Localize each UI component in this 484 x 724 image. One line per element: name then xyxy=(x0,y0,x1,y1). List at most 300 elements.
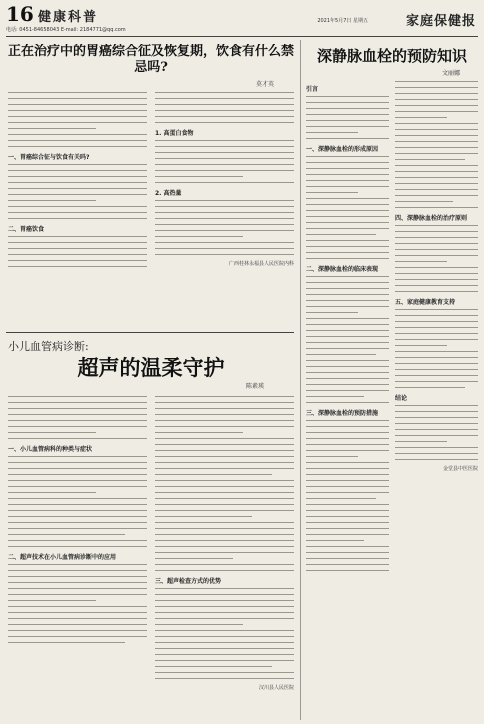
text-line xyxy=(306,180,389,181)
text-line xyxy=(306,132,358,133)
subhead: 2. 高热量 xyxy=(155,190,182,197)
text-line xyxy=(8,630,147,631)
text-line xyxy=(395,165,478,166)
text-line xyxy=(8,402,147,403)
text-line xyxy=(395,237,478,238)
text-line xyxy=(306,462,389,463)
text-line xyxy=(306,186,389,187)
text-line xyxy=(395,333,478,334)
text-line xyxy=(395,171,478,172)
text-line xyxy=(306,486,389,487)
text-line xyxy=(306,570,389,571)
page-header xyxy=(6,3,478,36)
text-line xyxy=(155,642,294,643)
subhead: 一、深静脉血栓的形成原因 xyxy=(306,146,379,153)
text-line xyxy=(306,432,389,433)
text-line xyxy=(8,182,147,183)
text-line xyxy=(155,98,294,99)
text-line xyxy=(8,588,147,589)
text-line xyxy=(395,369,478,370)
text-line xyxy=(155,570,294,571)
article-divider xyxy=(6,332,294,333)
text-line xyxy=(8,248,147,249)
text-line xyxy=(306,480,389,481)
text-line xyxy=(395,411,478,412)
text-line xyxy=(395,159,465,160)
text-line xyxy=(395,453,478,454)
text-line xyxy=(155,420,294,421)
text-line xyxy=(155,504,294,505)
text-line xyxy=(8,206,147,207)
text-line xyxy=(306,456,358,457)
text-line xyxy=(8,642,125,643)
subhead: 三、超声检查方式的优势 xyxy=(155,578,222,585)
text-line xyxy=(8,110,147,111)
text-line xyxy=(306,114,389,115)
text-line xyxy=(306,444,389,445)
text-line xyxy=(8,140,147,141)
text-line xyxy=(155,248,294,249)
text-line xyxy=(8,438,147,439)
text-line xyxy=(395,285,478,286)
text-line xyxy=(306,222,389,223)
text-line xyxy=(155,558,233,559)
subhead: 引言 xyxy=(306,86,319,93)
text-line xyxy=(306,510,389,511)
text-line xyxy=(306,492,389,493)
text-line xyxy=(8,570,147,571)
text-line xyxy=(155,426,294,427)
text-line xyxy=(155,540,294,541)
text-line xyxy=(306,420,389,421)
text-line xyxy=(8,456,147,457)
text-line xyxy=(306,156,389,157)
text-line xyxy=(395,135,478,136)
text-line xyxy=(395,447,478,448)
text-line xyxy=(155,630,294,631)
text-line xyxy=(155,110,294,111)
text-line xyxy=(8,480,147,481)
text-line xyxy=(306,204,389,205)
text-line xyxy=(395,267,478,268)
text-line xyxy=(155,432,243,433)
text-line xyxy=(395,111,478,112)
text-line xyxy=(155,468,294,469)
text-line xyxy=(306,102,389,103)
text-line xyxy=(306,342,389,343)
text-line xyxy=(155,236,243,237)
text-line xyxy=(306,564,389,565)
text-line xyxy=(306,552,389,553)
text-line xyxy=(395,351,478,352)
text-line xyxy=(306,528,389,529)
text-line xyxy=(8,498,147,499)
text-line xyxy=(395,189,478,190)
text-line xyxy=(306,378,389,379)
text-line xyxy=(306,504,389,505)
text-line xyxy=(395,327,478,328)
text-line xyxy=(8,146,147,147)
text-line xyxy=(306,294,389,295)
text-line xyxy=(8,576,147,577)
text-line xyxy=(155,254,294,255)
article-title: 正在治疗中的胃癌综合征及恢复期，饮食有什么禁忌吗? xyxy=(8,44,294,75)
text-line xyxy=(8,564,147,565)
text-line xyxy=(395,243,478,244)
text-line xyxy=(395,357,478,358)
text-line xyxy=(306,516,389,517)
section-title-right: 家庭保健报 xyxy=(405,14,476,29)
text-line xyxy=(395,435,478,436)
text-line xyxy=(155,396,294,397)
author-organization: 广西桂林永福县人民医院内科 xyxy=(228,261,294,267)
text-line xyxy=(395,321,478,322)
text-line xyxy=(8,188,147,189)
text-line xyxy=(306,282,389,283)
text-line xyxy=(155,438,294,439)
text-line xyxy=(306,96,389,97)
subhead: 一、胃癌综合征与饮食有关吗? xyxy=(8,154,90,161)
text-line xyxy=(395,231,478,232)
text-line xyxy=(306,426,389,427)
text-line xyxy=(395,99,478,100)
text-line xyxy=(8,468,147,469)
text-line xyxy=(155,486,294,487)
text-line xyxy=(8,164,147,165)
text-line xyxy=(8,92,147,93)
text-line xyxy=(155,212,294,213)
text-line xyxy=(155,158,294,159)
text-line xyxy=(306,258,389,259)
text-line xyxy=(395,129,478,130)
text-line xyxy=(8,128,96,129)
text-line xyxy=(8,516,147,517)
text-line xyxy=(155,176,243,177)
text-line xyxy=(306,216,389,217)
text-line xyxy=(306,468,389,469)
text-column xyxy=(8,396,147,691)
subhead: 1. 高蛋白食物 xyxy=(155,130,194,137)
text-line xyxy=(306,288,389,289)
text-line xyxy=(155,104,294,105)
text-line xyxy=(395,261,447,262)
article-author: 陈素瑛 xyxy=(245,383,264,390)
text-line xyxy=(8,504,147,505)
text-column xyxy=(8,92,147,272)
text-line xyxy=(306,372,389,373)
header-rule xyxy=(6,36,478,37)
text-line xyxy=(8,486,147,487)
text-line xyxy=(8,432,96,433)
text-line xyxy=(8,462,147,463)
text-line xyxy=(155,636,294,637)
text-line xyxy=(306,120,389,121)
text-line xyxy=(155,498,294,499)
text-line xyxy=(306,402,389,403)
text-line xyxy=(395,279,478,280)
text-line xyxy=(8,212,147,213)
text-line xyxy=(8,636,147,637)
text-line xyxy=(395,363,478,364)
text-line xyxy=(306,348,389,349)
text-line xyxy=(306,390,389,391)
text-line xyxy=(306,366,389,367)
author-organization: 金堂县中医医院 xyxy=(442,466,478,472)
text-line xyxy=(155,492,294,493)
text-line xyxy=(306,228,389,229)
text-line xyxy=(8,104,147,105)
text-line xyxy=(395,381,478,382)
text-line xyxy=(8,170,147,171)
text-line xyxy=(155,224,294,225)
author-organization: 汉川县人民医院 xyxy=(258,685,294,691)
text-line xyxy=(155,152,294,153)
text-line xyxy=(395,405,478,406)
text-line xyxy=(155,414,294,415)
text-line xyxy=(155,206,294,207)
text-line xyxy=(8,600,96,601)
text-line xyxy=(306,540,364,541)
text-line xyxy=(155,672,294,673)
text-line xyxy=(155,666,272,667)
text-line xyxy=(306,312,358,313)
text-column xyxy=(306,81,389,576)
text-line xyxy=(306,108,389,109)
subhead: 结论 xyxy=(395,395,408,402)
text-line xyxy=(395,225,478,226)
text-line xyxy=(8,260,147,261)
subhead: 五、家庭健康教育支持 xyxy=(395,299,456,306)
text-line xyxy=(155,462,294,463)
text-line xyxy=(395,177,478,178)
text-line xyxy=(306,300,389,301)
text-line xyxy=(155,552,294,553)
subhead: 二、胃癌饮食 xyxy=(8,226,45,233)
text-line xyxy=(8,266,147,267)
text-line xyxy=(8,396,147,397)
text-line xyxy=(306,168,389,169)
text-line xyxy=(155,242,294,243)
text-line xyxy=(395,459,478,460)
text-line xyxy=(306,522,389,523)
text-line xyxy=(306,498,376,499)
text-column xyxy=(155,92,294,272)
text-line xyxy=(8,134,147,135)
subhead: 三、深静脉血栓的预防措施 xyxy=(306,410,379,417)
text-line xyxy=(155,164,294,165)
text-line xyxy=(306,306,389,307)
text-line xyxy=(155,408,294,409)
text-line xyxy=(155,200,294,201)
text-line xyxy=(8,546,147,547)
text-line xyxy=(306,558,389,559)
article-title: 深静脉血栓的预防知识 xyxy=(316,47,467,65)
text-line xyxy=(395,87,478,88)
text-line xyxy=(395,255,478,256)
text-line xyxy=(395,375,478,376)
page-number: 16 xyxy=(6,2,34,26)
text-line xyxy=(155,534,294,535)
text-line xyxy=(395,249,478,250)
text-line xyxy=(306,192,358,193)
text-line xyxy=(155,516,252,517)
text-line xyxy=(306,534,389,535)
text-line xyxy=(395,441,447,442)
text-line xyxy=(395,423,478,424)
issue-date: 2021年5月7日 星期五 xyxy=(317,18,368,24)
text-line xyxy=(155,510,294,511)
text-line xyxy=(155,92,294,93)
text-line xyxy=(306,198,389,199)
text-line xyxy=(306,318,389,319)
text-line xyxy=(8,474,147,475)
text-line xyxy=(395,195,478,196)
text-line xyxy=(155,624,243,625)
text-line xyxy=(306,384,389,385)
text-line xyxy=(155,182,294,183)
text-line xyxy=(395,417,478,418)
text-line xyxy=(155,654,294,655)
text-line xyxy=(8,528,147,529)
section-title-left: 健康科普 xyxy=(38,10,99,25)
text-line xyxy=(395,339,478,340)
text-line xyxy=(155,564,294,565)
text-line xyxy=(395,429,478,430)
text-line xyxy=(306,324,389,325)
article-title: 超声的温柔守护 xyxy=(77,355,225,380)
text-line xyxy=(155,588,294,589)
text-line xyxy=(8,236,147,237)
text-line xyxy=(8,606,147,607)
text-line xyxy=(395,141,478,142)
text-line xyxy=(155,678,294,679)
text-line xyxy=(155,444,294,445)
text-line xyxy=(155,450,294,451)
text-column xyxy=(395,81,478,576)
article-author: 莫才英 xyxy=(255,81,274,88)
text-line xyxy=(306,246,389,247)
text-column xyxy=(155,396,294,691)
text-line xyxy=(155,170,294,171)
text-line xyxy=(306,162,389,163)
text-line xyxy=(8,116,147,117)
text-line xyxy=(306,126,389,127)
text-line xyxy=(8,194,147,195)
text-line xyxy=(155,522,294,523)
text-line xyxy=(306,330,389,331)
text-line xyxy=(395,387,465,388)
text-line xyxy=(155,218,294,219)
text-line xyxy=(395,201,453,202)
text-line xyxy=(8,426,147,427)
text-line xyxy=(395,207,478,208)
text-line xyxy=(8,510,147,511)
article-dvt-prevention xyxy=(306,44,478,720)
text-line xyxy=(155,660,294,661)
text-line xyxy=(8,176,147,177)
text-line xyxy=(155,600,294,601)
text-line xyxy=(155,648,294,649)
subhead: 一、小儿血管病科的种类与症状 xyxy=(8,446,93,453)
contact-info: 电话: 0451-84658043 E-mail: 2184771@qq.com xyxy=(6,27,126,33)
text-line xyxy=(395,315,478,316)
text-line xyxy=(306,174,389,175)
text-line xyxy=(8,98,147,99)
text-line xyxy=(155,618,294,619)
text-line xyxy=(8,200,96,201)
text-line xyxy=(8,624,147,625)
subhead: 四、深静脉血栓的治疗原则 xyxy=(395,215,468,222)
text-line xyxy=(395,273,478,274)
text-line xyxy=(306,138,389,139)
text-line xyxy=(155,146,294,147)
text-line xyxy=(155,528,294,529)
text-line xyxy=(155,116,294,117)
text-line xyxy=(155,474,272,475)
text-line xyxy=(8,612,147,613)
text-line xyxy=(8,522,147,523)
text-line xyxy=(8,242,147,243)
text-line xyxy=(8,218,147,219)
text-line xyxy=(395,81,478,82)
text-line xyxy=(306,240,389,241)
text-line xyxy=(155,612,294,613)
text-line xyxy=(8,540,147,541)
text-line xyxy=(155,594,294,595)
text-line xyxy=(395,123,478,124)
subhead: 二、深静脉血栓的临床表现 xyxy=(306,266,379,273)
text-line xyxy=(306,354,376,355)
text-line xyxy=(306,210,389,211)
text-line xyxy=(306,438,389,439)
text-line xyxy=(395,183,478,184)
text-line xyxy=(155,456,294,457)
text-line xyxy=(8,122,147,123)
text-line xyxy=(155,546,294,547)
text-line xyxy=(155,402,294,403)
text-line xyxy=(395,291,478,292)
subhead: 二、超声技术在小儿血管病诊断中的应用 xyxy=(8,554,117,561)
article-pediatric-vascular xyxy=(8,338,294,718)
text-line xyxy=(155,606,294,607)
text-line xyxy=(8,408,147,409)
text-line xyxy=(8,534,125,535)
text-line xyxy=(155,480,294,481)
text-line xyxy=(395,153,478,154)
text-line xyxy=(155,140,294,141)
text-line xyxy=(306,396,364,397)
text-line xyxy=(395,345,447,346)
text-line xyxy=(395,309,478,310)
text-line xyxy=(306,336,389,337)
text-line xyxy=(306,474,389,475)
text-line xyxy=(8,618,147,619)
text-line xyxy=(306,234,376,235)
text-line xyxy=(8,492,96,493)
text-line xyxy=(306,252,389,253)
article-eyebrow: 小儿血管病诊断: xyxy=(8,340,89,353)
text-line xyxy=(306,360,389,361)
text-line xyxy=(395,93,478,94)
text-line xyxy=(306,546,389,547)
text-line xyxy=(8,414,147,415)
text-line xyxy=(8,420,147,421)
text-line xyxy=(8,254,147,255)
article-gastric-cancer xyxy=(8,44,294,324)
text-line xyxy=(8,594,147,595)
column-divider xyxy=(300,40,301,720)
text-line xyxy=(155,230,294,231)
